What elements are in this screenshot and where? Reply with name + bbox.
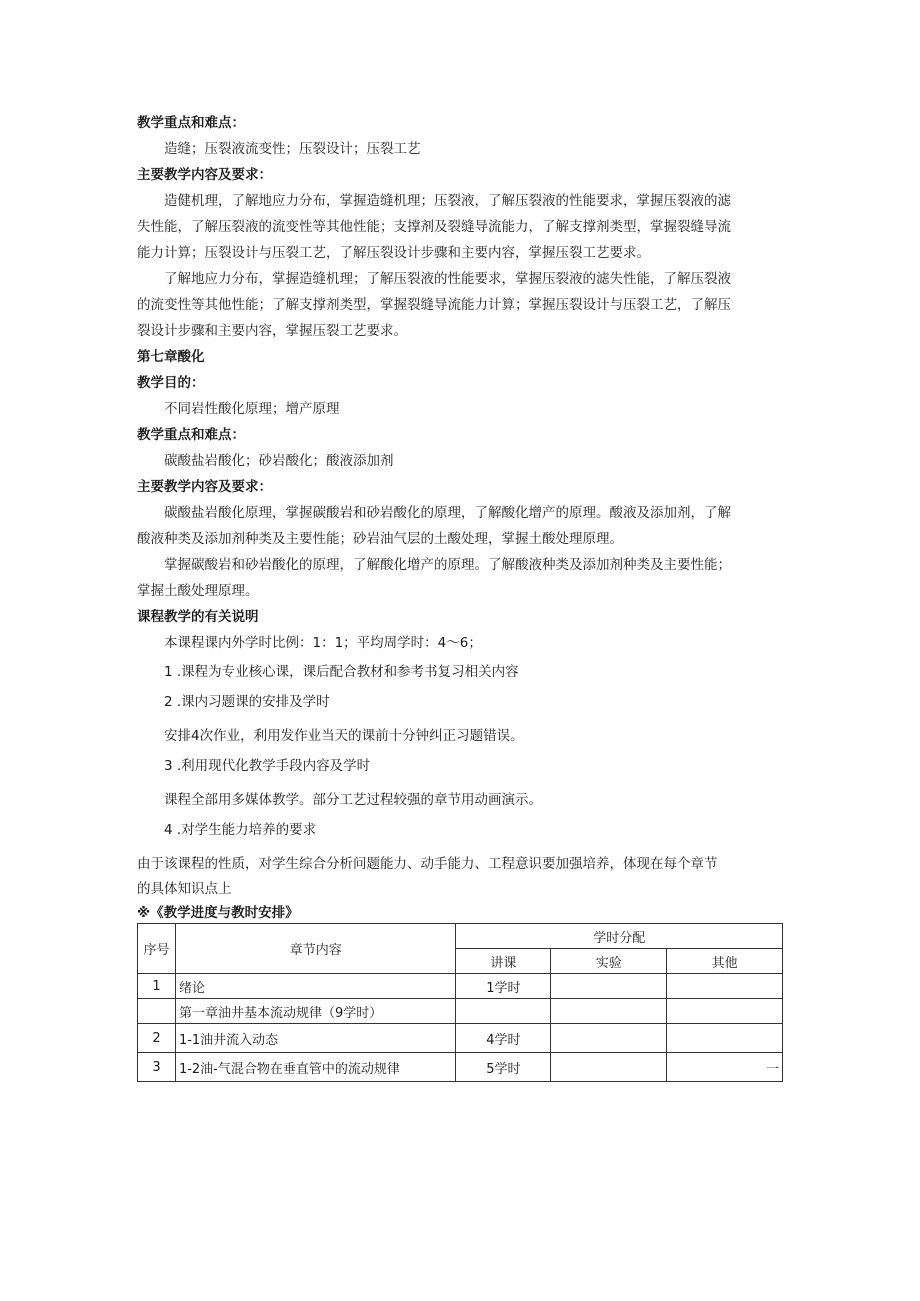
- paragraph-line: 由于该课程的性质，对学生综合分析问题能力、动手能力、工程意识要加强培养，体现在每个章节: [137, 856, 718, 872]
- paragraph-line: 安排4次作业，利用发作业当天的课前十分钟纠正习题错误。: [164, 728, 524, 744]
- paragraph-line: 能力计算；压裂设计与压裂工艺，了解压裂设计步骤和主要内容，掌握压裂工艺要求。: [137, 245, 650, 261]
- paragraph-line: 掌握碳酸岩和砂岩酸化的原理，了解酸化增产的原理。了解酸液种类及添加剂种类及主要性能；: [164, 557, 731, 573]
- paragraph-line: 不同岩性酸化原理；增产原理: [164, 401, 340, 417]
- paragraph-line: 掌握土酸处理原理。: [137, 583, 259, 599]
- cell-other: [667, 974, 783, 999]
- cell-no: 2: [138, 1024, 176, 1053]
- section-heading: 教学重点和难点：: [137, 427, 245, 443]
- section-heading: 教学目的：: [137, 375, 205, 391]
- cell-no: [138, 999, 176, 1024]
- table-row: [138, 999, 783, 1024]
- section-heading: 主要教学内容及要求：: [137, 479, 272, 495]
- cell-lecture: 1学时: [456, 974, 551, 999]
- cell-content: 绪论: [175, 974, 456, 999]
- paragraph-line: 的流变性等其他性能；了解支撑剂类型，掌握裂缝导流能力计算；掌握压裂设计与压裂工艺，了解压: [137, 297, 731, 313]
- header-lab: 实验: [551, 949, 667, 974]
- cell-other: 一: [667, 1053, 783, 1082]
- cell-no: 3: [138, 1053, 176, 1082]
- header-other: 其他: [667, 949, 783, 974]
- header-no: 序号: [138, 924, 176, 974]
- paragraph-line: 造健机理，了解地应力分布，掌握造缝机理；压裂液，了解压裂液的性能要求，掌握压裂液的滤: [164, 193, 731, 209]
- cell-lecture: 4学时: [456, 1024, 551, 1053]
- cell-lecture: [456, 999, 551, 1024]
- table-header-row: [138, 924, 783, 949]
- cell-other: [667, 1024, 783, 1053]
- table-caption: ※《教学进度与教时安排》: [137, 905, 299, 921]
- section-heading: 课程教学的有关说明: [137, 609, 259, 625]
- header-content: 章节内容: [175, 924, 456, 974]
- table-row: [138, 1053, 783, 1082]
- paragraph-line: 裂设计步骤和主要内容，掌握压裂工艺要求。: [137, 323, 407, 339]
- paragraph-line: 的具体知识点上: [137, 881, 232, 897]
- cell-lab: [551, 1024, 667, 1053]
- cell-content: 第一章油井基本流动规律（9学时）: [175, 999, 456, 1024]
- cell-content: 1-2油-气混合物在垂直管中的流动规律: [175, 1053, 456, 1082]
- schedule-table: [137, 923, 783, 1082]
- numbered-item: 4 .对学生能力培养的要求: [164, 822, 317, 838]
- chapter-heading: 第七章酸化: [137, 349, 205, 365]
- section-heading: 主要教学内容及要求：: [137, 167, 272, 183]
- cell-lab: [551, 1053, 667, 1082]
- cell-lab: [551, 999, 667, 1024]
- paragraph-line: 课程全部用多媒体教学。部分工艺过程较强的章节用动画演示。: [164, 792, 542, 808]
- paragraph-line: 碳酸盐岩酸化原理，掌握碳酸岩和砂岩酸化的原理，了解酸化增产的原理。酸液及添加剂，了解: [164, 505, 731, 521]
- paragraph-line: 造缝；压裂液流变性；压裂设计；压裂工艺: [164, 141, 421, 157]
- paragraph-line: 碳酸盐岩酸化；砂岩酸化；酸液添加剂: [164, 453, 394, 469]
- cell-lecture: 5学时: [456, 1053, 551, 1082]
- numbered-item: 3 .利用现代化教学手段内容及学时: [164, 758, 371, 774]
- cell-no: 1: [138, 974, 176, 999]
- paragraph-line: 了解地应力分布，掌握造缝机理；了解压裂液的性能要求，掌握压裂液的滤失性能，了解压裂液: [164, 271, 731, 287]
- paragraph-line: 本课程课内外学时比例：1：1；平均周学时：4～6；: [164, 635, 482, 651]
- cell-lab: [551, 974, 667, 999]
- section-heading: 教学重点和难点：: [137, 115, 245, 131]
- cell-content: 1-1油井流入动态: [175, 1024, 456, 1053]
- header-lecture: 讲课: [456, 949, 551, 974]
- header-hours: 学时分配: [456, 924, 783, 949]
- paragraph-line: 酸液种类及添加剂种类及主要性能；砂岩油气层的土酸处理，掌握土酸处理原理。: [137, 531, 623, 547]
- numbered-item: 2 .课内习题课的安排及学时: [164, 694, 330, 710]
- table-row: [138, 1024, 783, 1053]
- table-row: [138, 974, 783, 999]
- numbered-item: 1 .课程为专业核心课，课后配合教材和参考书复习相关内容: [164, 664, 519, 680]
- paragraph-line: 失性能，了解压裂液的流变性等其他性能；支撑剂及裂缝导流能力，了解支撑剂类型，掌握裂缝导流: [137, 219, 731, 235]
- cell-other: [667, 999, 783, 1024]
